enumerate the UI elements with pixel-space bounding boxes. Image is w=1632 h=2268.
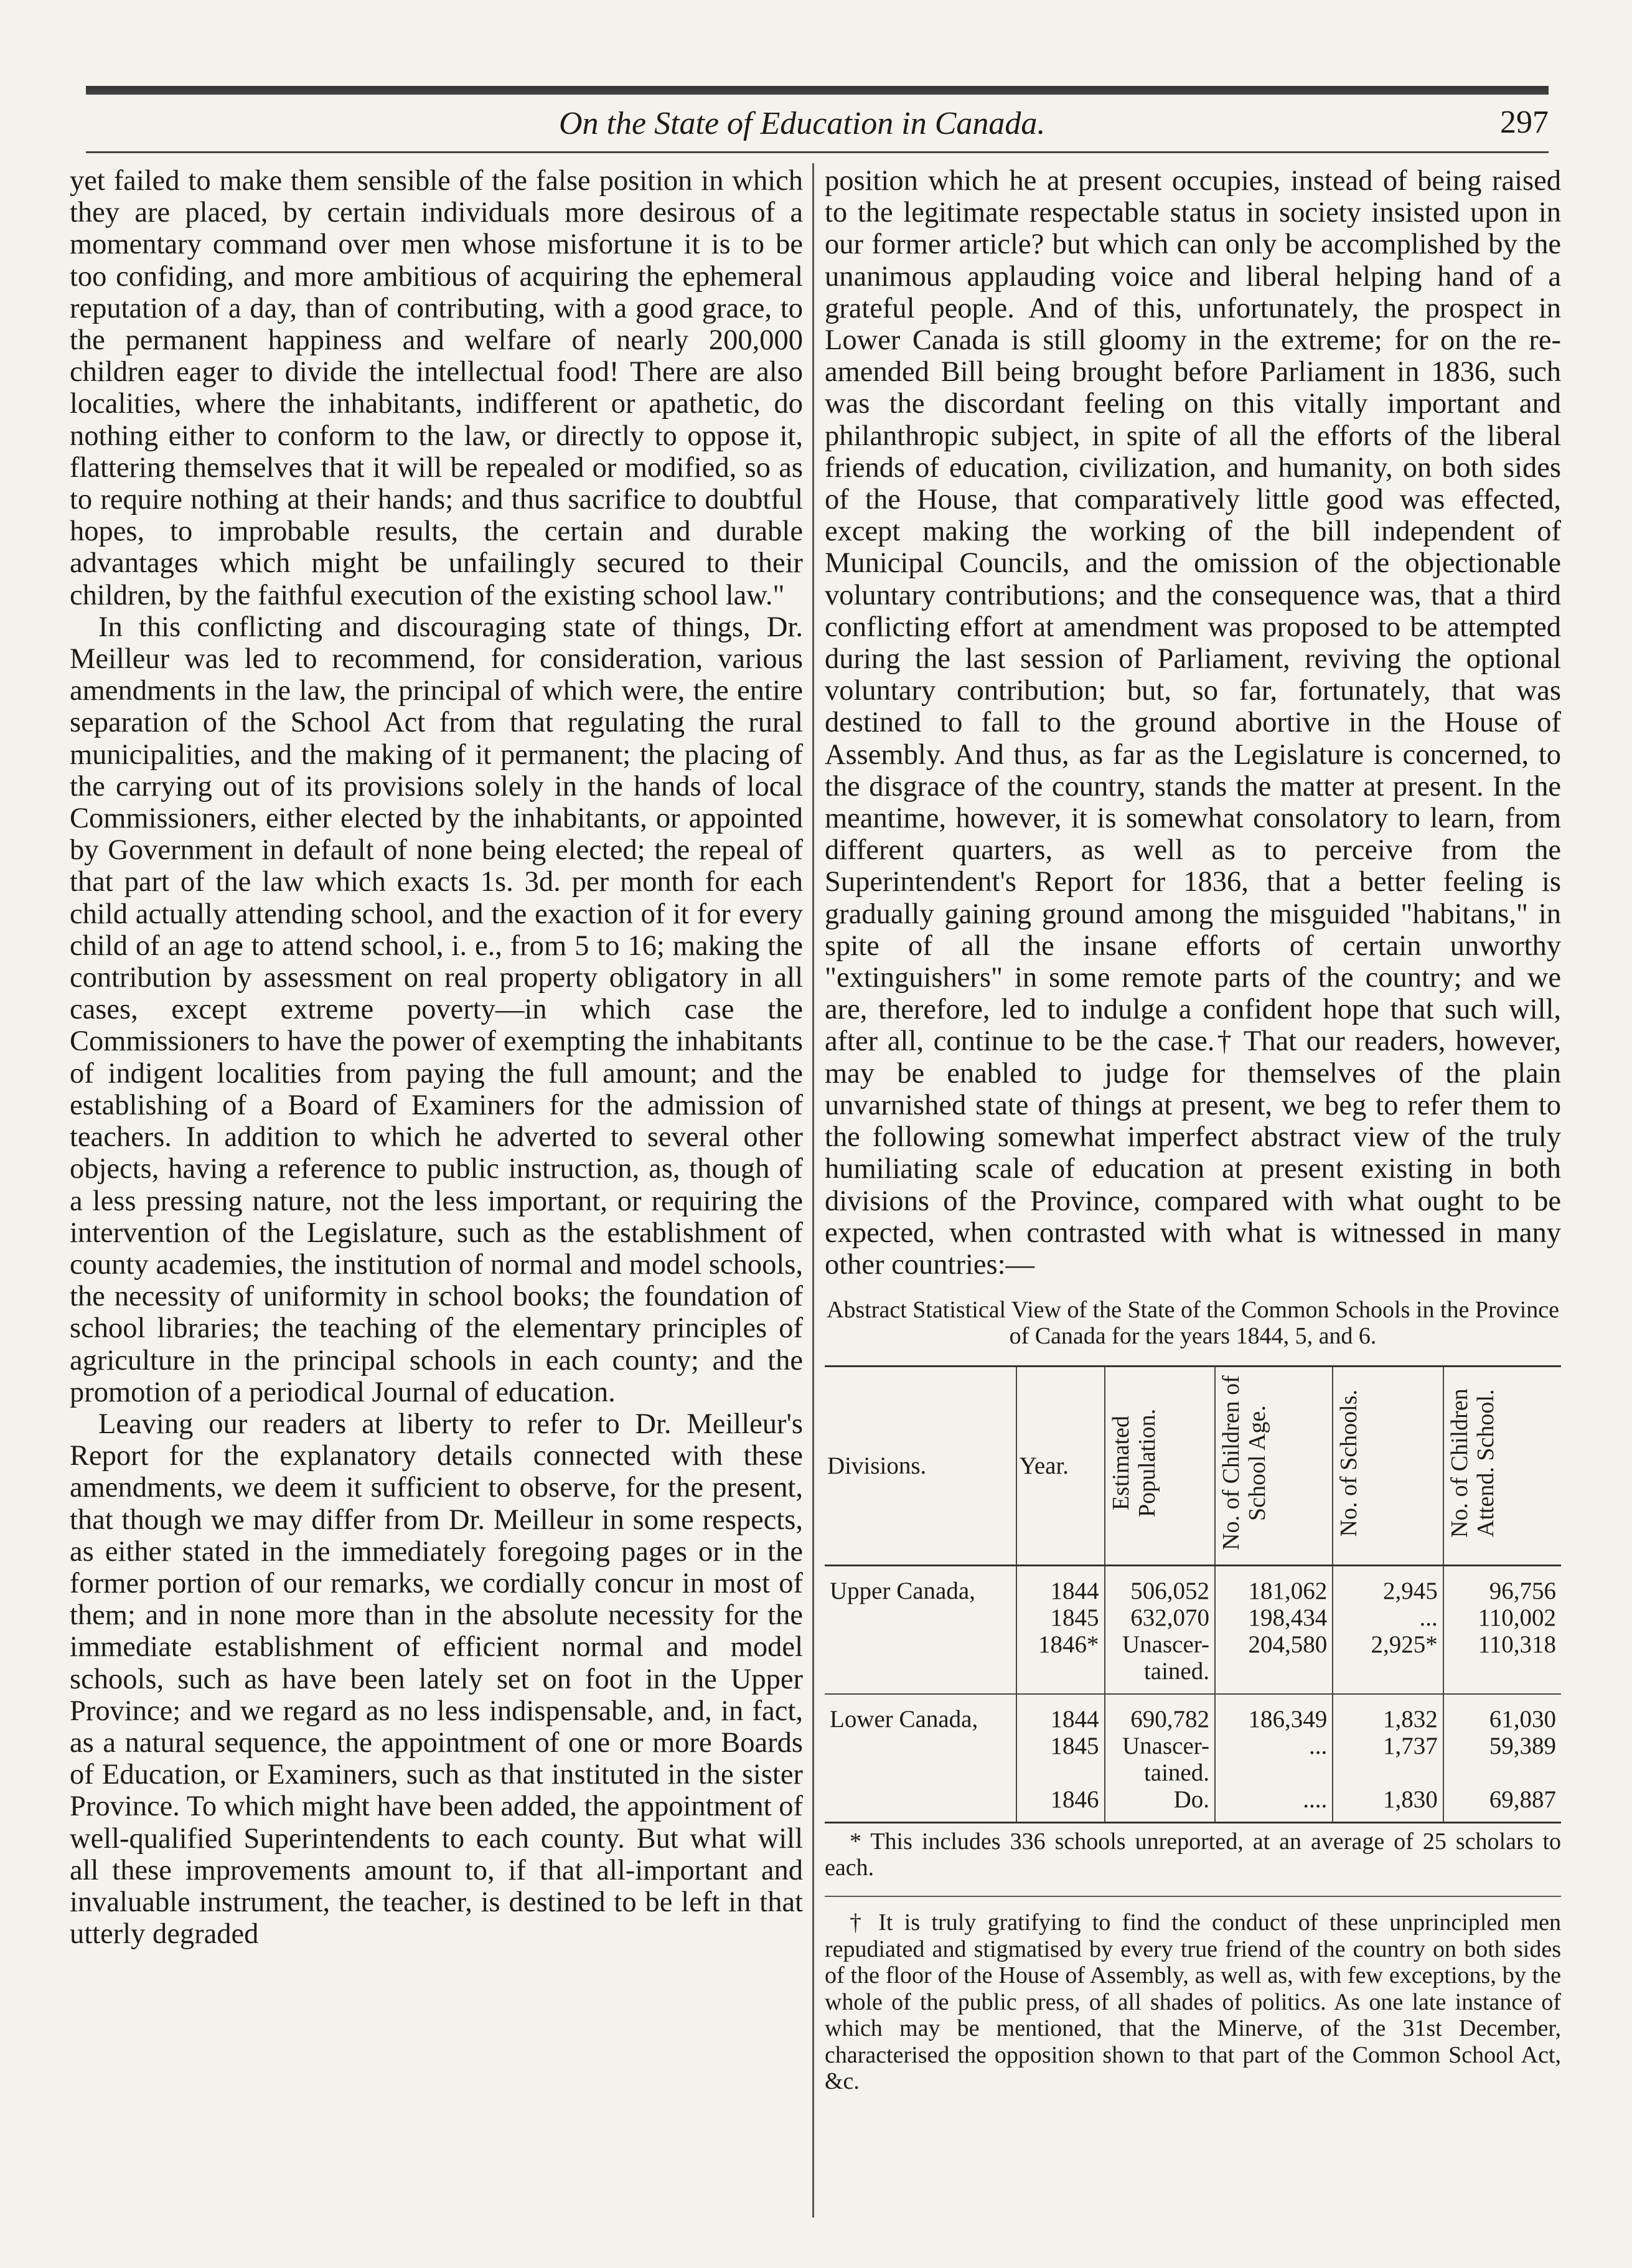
- table-row-lower-canada: [825, 1694, 1561, 1823]
- header-attending: [1443, 1367, 1561, 1566]
- table-row-upper-canada: [825, 1566, 1561, 1695]
- statistics-table: [825, 1365, 1561, 1823]
- left-column: [70, 165, 803, 2219]
- running-title: On the State of Education in Canada.: [559, 106, 1046, 141]
- header-year: [1016, 1367, 1105, 1566]
- table-header-row: [825, 1367, 1561, 1566]
- left-paragraph-2: In this conflicting and discouraging state of things, Dr. Meilleur was led to recommend, for consideration, various amendments in the law, the principal of which were, the entire separation of the School Act from that regulating the rural municipalities, and the making of it permanent; the placing of the carrying out of its provisions solely in the hands of local Commissioners, either elected by the inhabitants, or appointed by Government in default of none being elected; the repeal of that part of the law which exacts 1s. 3d. per month for each child actually attending school, and the exaction of it for every child of an age to attend school, i. e., from 5 to 16; making the contribution by assessment on real property obligatory in all cases, except extreme poverty—in which case the Commissioners to have the power of exempting the inhabitants of indigent localities from paying the full amount; and the establishing of a Board of Examiners for the admission of teachers. In addition to which he adverted to several other objects, having a reference to public instruction, as, though of a less pressing nature, not the less important, or requiring the intervention of the Legislature, such as the establishment of county academies, the institution of normal and model schools, the necessity of uniformity in school books; the foundation of school libraries; the teaching of the elementary principles of agriculture in the principal schools in each county; and the promotion of a periodical Journal of education.: [70, 611, 803, 1408]
- cell-schools-upper: 2,945 ... 2,925*: [1333, 1566, 1443, 1695]
- cell-schools-lower: 1,832 1,737 1,830: [1333, 1694, 1443, 1823]
- header-population: [1105, 1367, 1215, 1566]
- header-schools: [1333, 1367, 1443, 1566]
- table-footnote: * This includes 336 schools unreported, at an average of 25 scholars to each.: [825, 1828, 1561, 1881]
- header-divisions-label: Divisions.: [827, 1452, 927, 1480]
- page-number: 297: [1500, 105, 1549, 140]
- cell-attending-upper: 96,756 110,002 110,318: [1443, 1566, 1561, 1695]
- cell-division-lower: Lower Canada,: [825, 1694, 1016, 1823]
- right-column: [825, 165, 1561, 2219]
- cell-years-upper: 1844 1845 1846*: [1016, 1566, 1105, 1695]
- cell-population-upper: 506,052 632,070 Unascer- tained.: [1105, 1566, 1215, 1695]
- cell-years-lower: 1844 1845 1846: [1016, 1694, 1105, 1823]
- header-school-age: [1215, 1367, 1333, 1566]
- header-population-label: Estimated Population.: [1107, 1409, 1160, 1518]
- cell-school-age-lower: 186,349 ... ....: [1215, 1694, 1333, 1823]
- header-year-label: Year.: [1019, 1452, 1069, 1480]
- header-rule: [86, 86, 1549, 95]
- footnote-dagger: † It is truly gratifying to find the conduct of these unprincipled men repudiated and stigmatised by every true friend of the country on both sides of the floor of the House of Assembly, as well as, with few exceptions, by the whole of the public press, of all shades of politics. As one late instance of which may be mentioned, that the Minerve, of the 31st December, characterised the opposition shown to that part of the Common School Act, &c.: [825, 1909, 1561, 2095]
- column-divider: [812, 163, 814, 2218]
- header-school-age-label: No. of Children of School Age.: [1217, 1375, 1270, 1551]
- header-schools-label: No. of Schools.: [1336, 1389, 1362, 1537]
- table-caption: Abstract Statistical View of the State of the Common Schools in the Province of Canada for the years 1844, 5, and 6.: [827, 1297, 1559, 1350]
- cell-division-upper: Upper Canada,: [825, 1566, 1016, 1695]
- footnote-rule: [825, 1896, 1561, 1897]
- left-paragraph-1: yet failed to make them sensible of the false position in which they are placed, by certain individuals more desirous of a momentary command over men whose misfortune it is to be too confiding, and more ambitious of acquiring the ephemeral reputation of a day, than of contributing, with a good grace, to the permanent happiness and welfare of nearly 200,000 children eager to divide the intellectual food! There are also localities, where the inhabitants, indifferent or apathetic, do nothing either to conform to the law, or directly to oppose it, flattering themselves that it will be repealed or modified, so as to require nothing at their hands; and thus sacrifice to doubtful hopes, to improbable results, the certain and durable advantages which might be unfailingly secured to their children, by the faithful execution of the existing school law.": [70, 165, 803, 611]
- right-paragraph-1: position which he at present occupies, instead of being raised to the legitimate respectable status in society insisted upon in our former article? but which can only be accomplished by the unanimous applauding voice and liberal helping hand of a grateful people. And of this, unfortunately, the prospect in Lower Canada is still gloomy in the extreme; for on the re-amended Bill being brought before Parliament in 1836, such was the discordant feeling on this vitally important and philanthropic subject, in spite of all the efforts of the liberal friends of education, civilization, and humanity, on both sides of the House, that comparatively little good was effected, except making the working of the bill independent of Municipal Councils, and the omission of the objectionable voluntary contributions; and the consequence was, that a third conflicting effort at amendment was proposed to be attempted during the last session of Parliament, reviving the optional voluntary contribution; but, so far, fortunately, that was destined to fall to the ground abortive in the House of Assembly. And thus, as far as the Legislature is concerned, to the disgrace of the country, stands the matter at present. In the meantime, however, it is somewhat consolatory to learn, from different quarters, as well as to perceive from the Superintendent's Report for 1836, that a better feeling is gradually gaining ground among the misguided "habitans," in spite of all the insane efforts of certain unworthy "extinguishers" in some remote parts of the country; and we are, therefore, led to indulge a confident hope that such will, after all, continue to be the case.† That our readers, however, may be enabled to judge for themselves of the plain unvarnished state of things at present, we beg to refer them to the following somewhat imperfect abstract view of the truly humiliating scale of education at present existing in both divisions of the Province, compared with what ought to be expected, when contrasted with what is witnessed in many other countries:—: [825, 165, 1561, 1281]
- header-attending-label: No. of Children Attend. School.: [1446, 1388, 1499, 1538]
- page-header: [86, 103, 1549, 153]
- cell-school-age-upper: 181,062 198,434 204,580: [1215, 1566, 1333, 1695]
- cell-attending-lower: 61,030 59,389 69,887: [1489, 1706, 1556, 1814]
- header-divisions: [825, 1367, 1016, 1566]
- left-paragraph-3: Leaving our readers at liberty to refer to Dr. Meilleur's Report for the explanatory details connected with these amendments, we deem it sufficient to observe, for the present, that though we may differ from Dr. Meilleur in some respects, as either stated in the immediately foregoing pages or in the former portion of our remarks, we cordially concur in most of them; and in none more than in the absolute necessity for the immediate establishment of efficient normal and model schools, such as have been lately set on foot in the Upper Province; and we regard as no less indispensable, and, in fact, as a natural sequence, the appointment of one or more Boards of Education, or Examiners, such as that instituted in the sister Province. To which might have been added, the appointment of well-qualified Superintendents to each county. But what will all these improvements amount to, if that all-important and invaluable instrument, the teacher, is destined to be left in that utterly degraded: [70, 1408, 803, 1950]
- cell-population-lower: 690,782 Unascer- tained. Do.: [1105, 1694, 1215, 1823]
